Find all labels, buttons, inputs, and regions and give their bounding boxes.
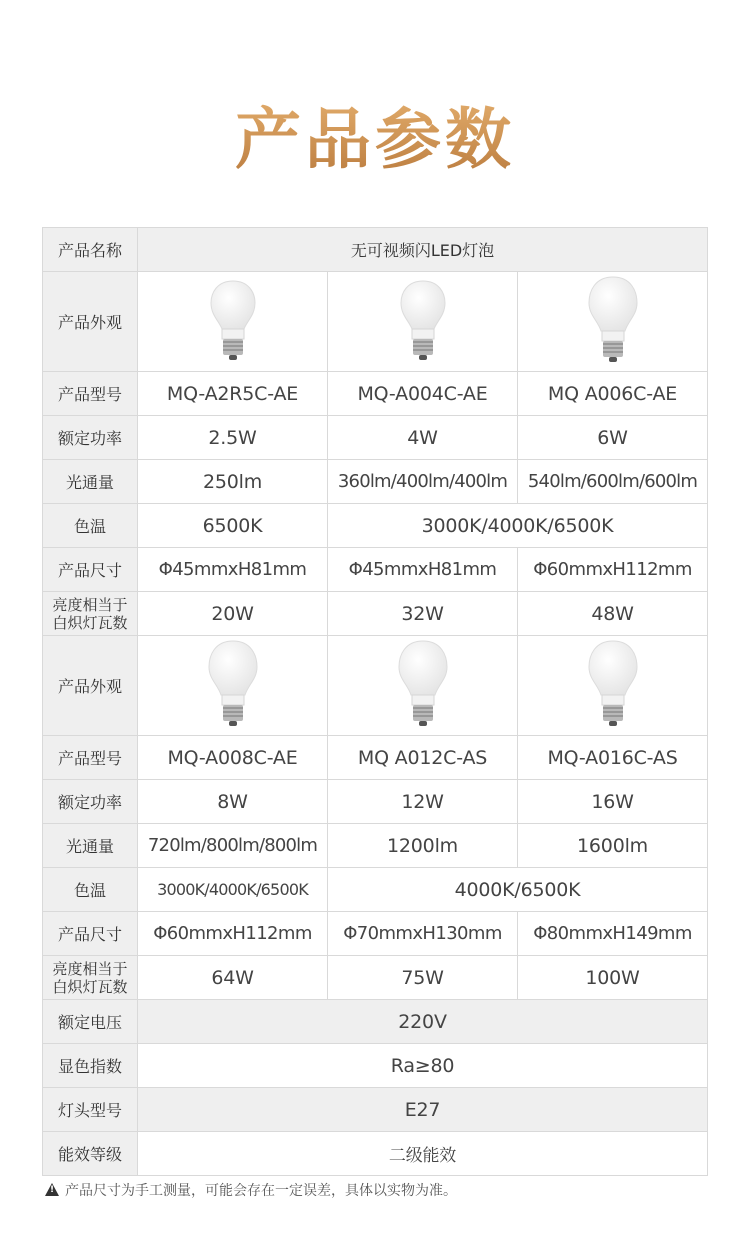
label-equiv <box>43 592 138 636</box>
size-cell: Φ45mmxH81mm <box>328 548 518 592</box>
flux-cell: 720lm/800lm/800lm <box>138 824 328 868</box>
equiv-cell: 100W <box>518 956 708 1000</box>
row-appearance-1 <box>43 272 708 372</box>
row-equiv-2 <box>43 956 708 1000</box>
footnote-text: 产品尺寸为手工测量，可能会存在一定误差，具体以实物为准。 <box>65 1183 457 1199</box>
label-appearance: 产品外观 <box>43 636 138 736</box>
model-cell: MQ-A016C-AS <box>518 736 708 780</box>
flux-cell: 360lm/400lm/400lm <box>328 460 518 504</box>
power-cell: 4W <box>328 416 518 460</box>
label-cct: 色温 <box>43 868 138 912</box>
bulb-image-6 <box>518 636 708 736</box>
label-base: 灯头型号 <box>43 1088 138 1132</box>
model-cell: MQ A012C-AS <box>328 736 518 780</box>
equiv-cell: 64W <box>138 956 328 1000</box>
label-power: 额定功率 <box>43 780 138 824</box>
row-model-2 <box>43 736 708 780</box>
size-cell: Φ45mmxH81mm <box>138 548 328 592</box>
label-appearance: 产品外观 <box>43 272 138 372</box>
bulb-image-2 <box>328 272 518 372</box>
power-cell: 8W <box>138 780 328 824</box>
size-cell: Φ60mmxH112mm <box>138 912 328 956</box>
flux-cell: 540lm/600lm/600lm <box>518 460 708 504</box>
row-voltage <box>43 1000 708 1044</box>
label-equiv-line-1: 亮度相当于 <box>52 959 128 978</box>
page-title: 产品参数 <box>0 95 750 185</box>
equiv-cell: 48W <box>518 592 708 636</box>
voltage-value: 220V <box>138 1000 708 1044</box>
model-cell: MQ A006C-AE <box>518 372 708 416</box>
bulb-image-3 <box>518 272 708 372</box>
product-name: 无可视频闪LED灯泡 <box>138 228 708 272</box>
label-equiv <box>43 956 138 1000</box>
row-base <box>43 1088 708 1132</box>
cct-cell-merged: 3000K/4000K/6500K <box>328 504 708 548</box>
label-size: 产品尺寸 <box>43 548 138 592</box>
flux-cell: 250lm <box>138 460 328 504</box>
row-cri <box>43 1044 708 1088</box>
row-power-2 <box>43 780 708 824</box>
model-cell: MQ-A008C-AE <box>138 736 328 780</box>
power-cell: 16W <box>518 780 708 824</box>
row-cct-1 <box>43 504 708 548</box>
equiv-cell: 75W <box>328 956 518 1000</box>
label-equiv-line-2: 白炽灯瓦数 <box>52 977 128 996</box>
row-model-1 <box>43 372 708 416</box>
row-flux-1 <box>43 460 708 504</box>
flux-cell: 1200lm <box>328 824 518 868</box>
label-power: 额定功率 <box>43 416 138 460</box>
equiv-cell: 20W <box>138 592 328 636</box>
row-power-1 <box>43 416 708 460</box>
row-size-2 <box>43 912 708 956</box>
cct-cell: 3000K/4000K/6500K <box>138 868 328 912</box>
row-name <box>43 228 708 272</box>
row-appearance-2 <box>43 636 708 736</box>
spec-table <box>42 227 708 1176</box>
bulb-image-5 <box>328 636 518 736</box>
label-voltage: 额定电压 <box>43 1000 138 1044</box>
flux-cell: 1600lm <box>518 824 708 868</box>
cct-cell-merged: 4000K/6500K <box>328 868 708 912</box>
power-cell: 2.5W <box>138 416 328 460</box>
label-name: 产品名称 <box>43 228 138 272</box>
row-efficiency <box>43 1132 708 1176</box>
footnote <box>45 1180 457 1200</box>
equiv-cell: 32W <box>328 592 518 636</box>
label-equiv-line-1: 亮度相当于 <box>52 595 128 614</box>
power-cell: 6W <box>518 416 708 460</box>
label-size: 产品尺寸 <box>43 912 138 956</box>
label-flux: 光通量 <box>43 824 138 868</box>
row-size-1 <box>43 548 708 592</box>
cri-value: Ra≥80 <box>138 1044 708 1088</box>
label-cct: 色温 <box>43 504 138 548</box>
size-cell: Φ60mmxH112mm <box>518 548 708 592</box>
bulb-image-1 <box>138 272 328 372</box>
row-cct-2 <box>43 868 708 912</box>
row-equiv-1 <box>43 592 708 636</box>
size-cell: Φ80mmxH149mm <box>518 912 708 956</box>
warning-icon <box>45 1183 59 1196</box>
size-cell: Φ70mmxH130mm <box>328 912 518 956</box>
efficiency-value: 二级能效 <box>138 1132 708 1176</box>
row-flux-2 <box>43 824 708 868</box>
base-value: E27 <box>138 1088 708 1132</box>
model-cell: MQ-A2R5C-AE <box>138 372 328 416</box>
cct-cell: 6500K <box>138 504 328 548</box>
bulb-image-4 <box>138 636 328 736</box>
model-cell: MQ-A004C-AE <box>328 372 518 416</box>
label-efficiency: 能效等级 <box>43 1132 138 1176</box>
label-cri: 显色指数 <box>43 1044 138 1088</box>
power-cell: 12W <box>328 780 518 824</box>
label-flux: 光通量 <box>43 460 138 504</box>
label-model: 产品型号 <box>43 736 138 780</box>
label-model: 产品型号 <box>43 372 138 416</box>
label-equiv-line-2: 白炽灯瓦数 <box>52 613 128 632</box>
